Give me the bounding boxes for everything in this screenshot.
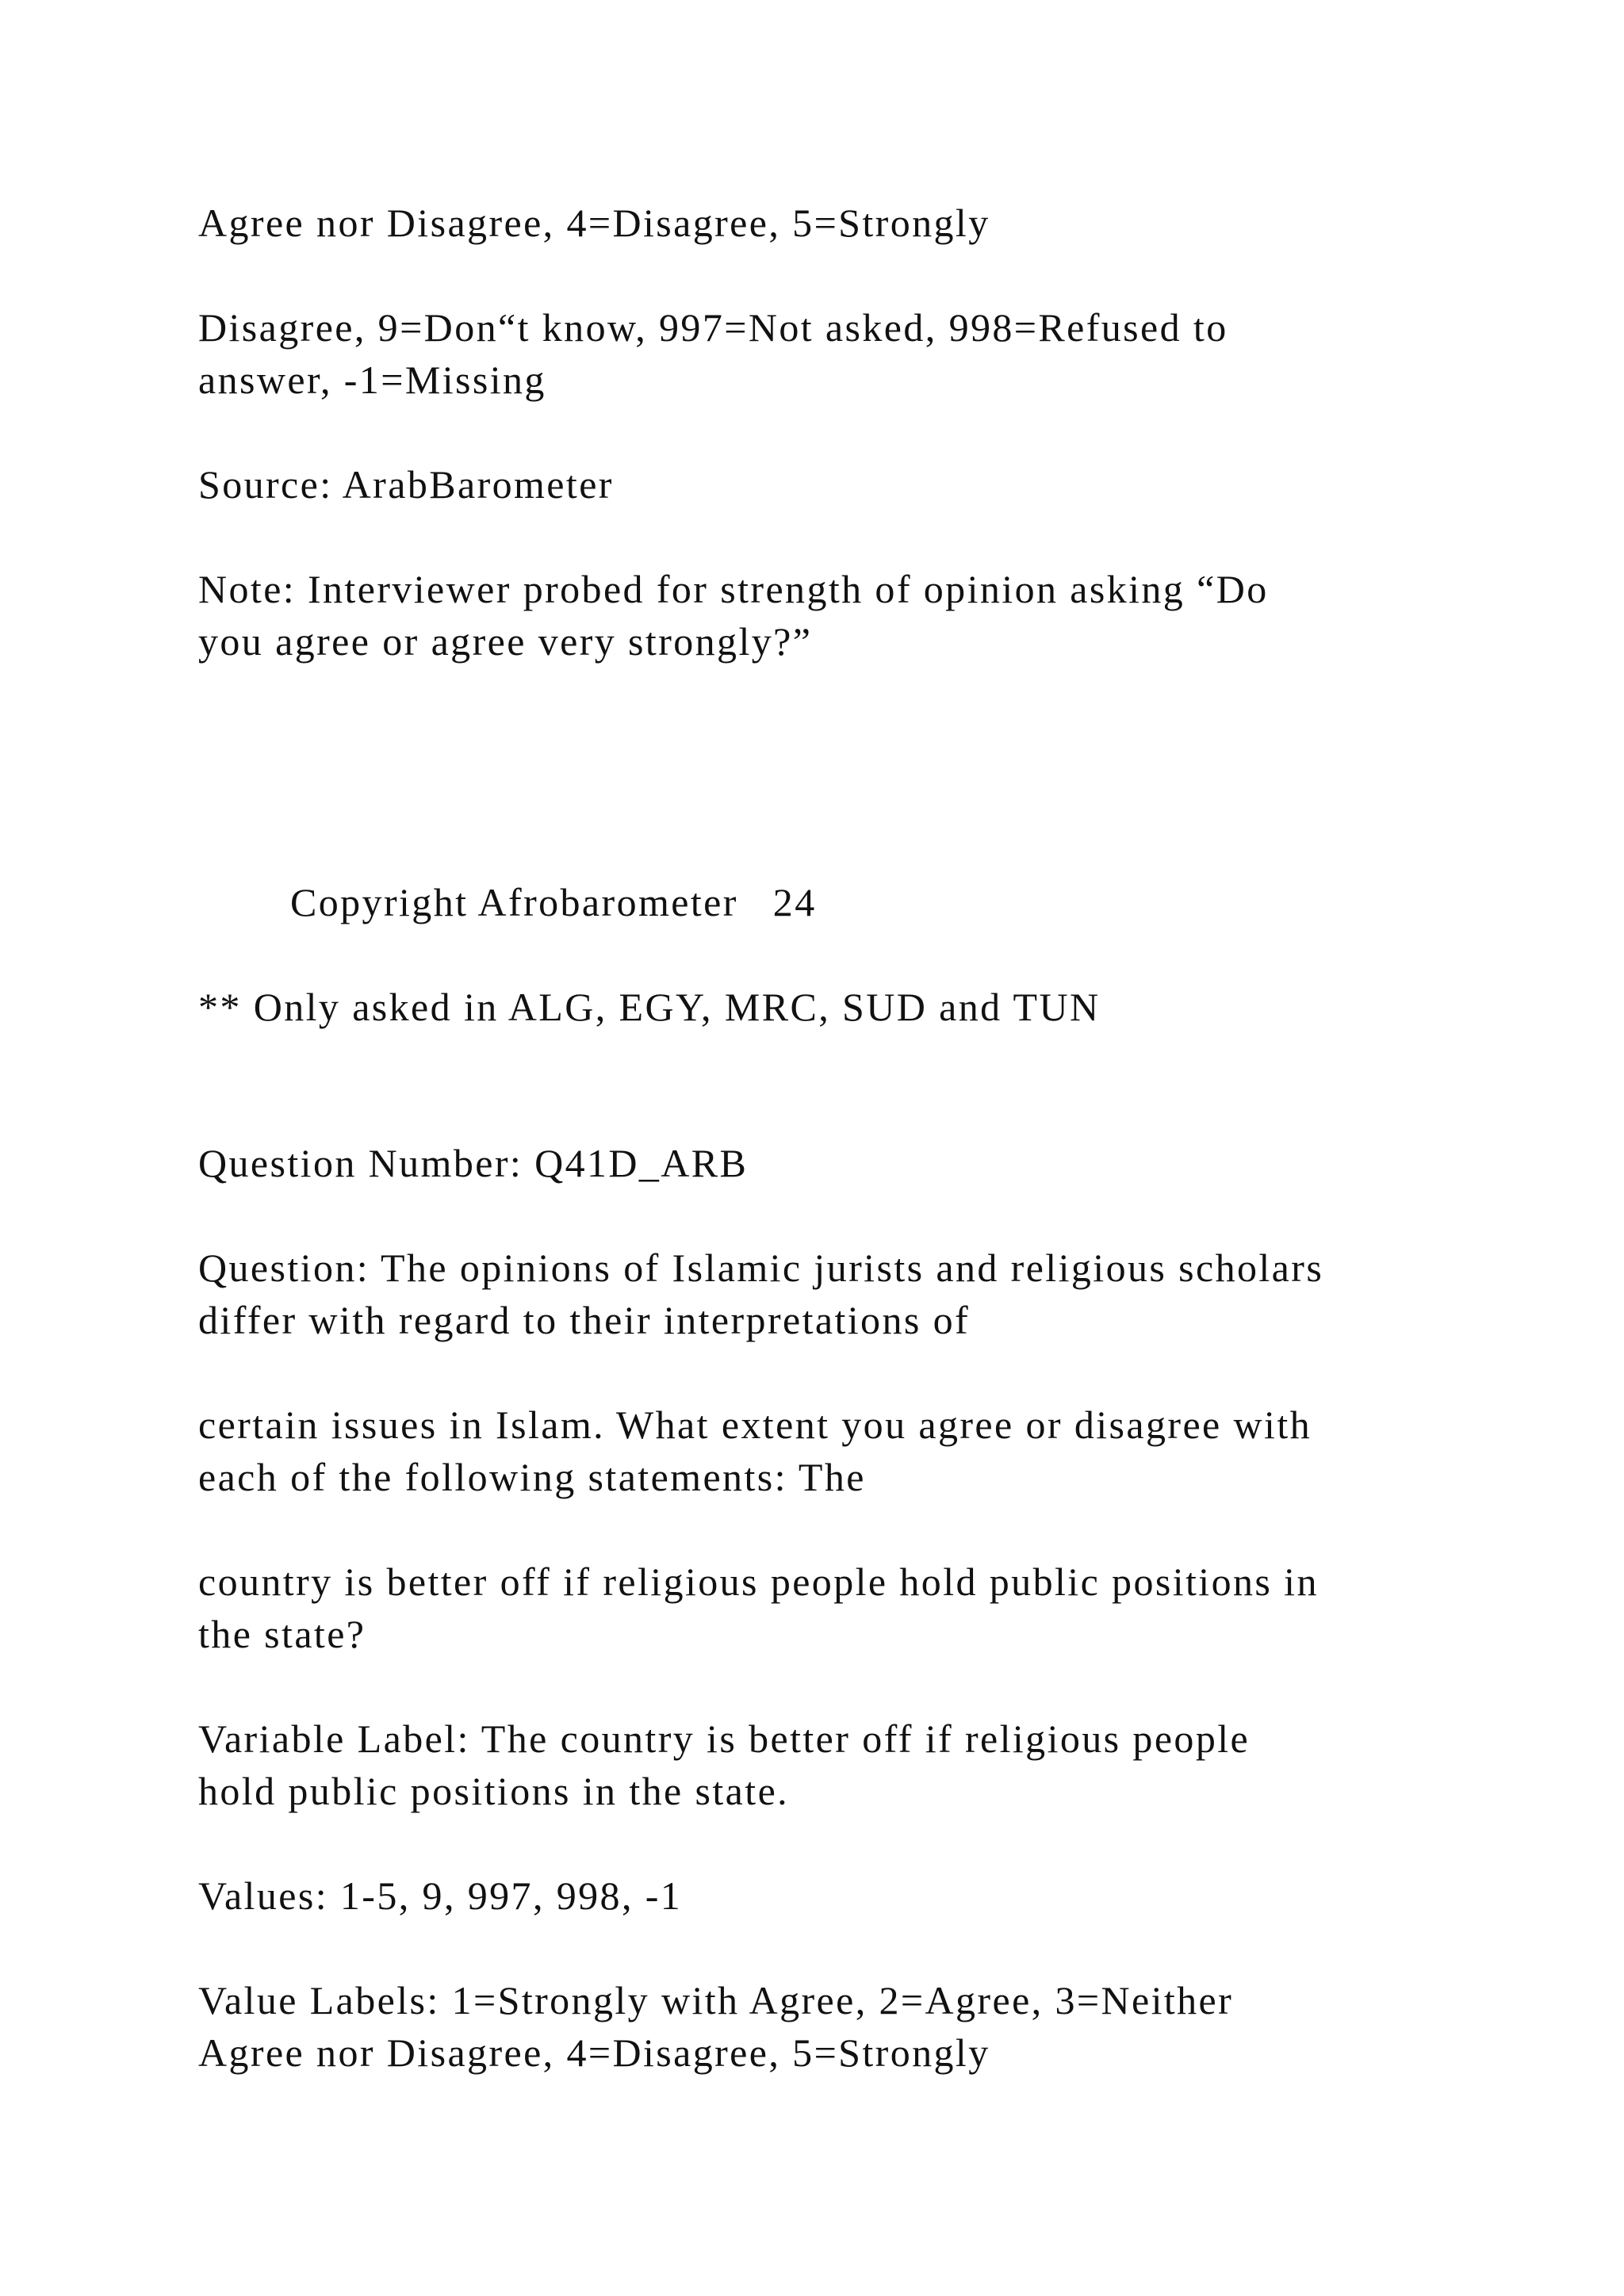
question-text-line: country is better off if religious people hold public positions in xyxy=(198,1559,1319,1604)
values-line: Values: 1-5, 9, 997, 998, -1 xyxy=(198,1873,683,1918)
copyright-text: Copyright Afrobarometer xyxy=(290,880,738,924)
variable-label-line: Variable Label: The country is better off if religious people xyxy=(198,1716,1251,1761)
variable-label-line: hold public positions in the state. xyxy=(198,1769,790,1813)
question-text-line: certain issues in Islam. What extent you agree or disagree with xyxy=(198,1402,1312,1447)
note-line: you agree or agree very strongly?” xyxy=(198,619,813,664)
value-labels-continued-line: answer, -1=Missing xyxy=(198,358,546,402)
value-labels-line: Agree nor Disagree, 4=Disagree, 5=Strongly xyxy=(198,2030,990,2075)
question-text-line: each of the following statements: The xyxy=(198,1455,866,1499)
question-text-line: the state? xyxy=(198,1612,366,1656)
source-line: Source: ArabBarometer xyxy=(198,462,614,507)
question-text-line: differ with regard to their interpretations of xyxy=(198,1298,971,1342)
question-text-line: Question: The opinions of Islamic jurists and religious scholars xyxy=(198,1246,1324,1290)
value-labels-continued-line: Disagree, 9=Don“t know, 997=Not asked, 998=Refused to xyxy=(198,305,1228,350)
value-labels-line: Value Labels: 1=Strongly with Agree, 2=Agree, 3=Neither xyxy=(198,1978,1234,2022)
asked-in-note: ** Only asked in ALG, EGY, MRC, SUD and TUN xyxy=(198,985,1101,1029)
page-footer xyxy=(290,876,817,928)
page-number: 24 xyxy=(772,880,817,924)
question-number: Question Number: Q41D_ARB xyxy=(198,1141,749,1185)
value-labels-continued-line: Agree nor Disagree, 4=Disagree, 5=Strongly xyxy=(198,201,990,245)
note-line: Note: Interviewer probed for strength of opinion asking “Do xyxy=(198,567,1269,611)
